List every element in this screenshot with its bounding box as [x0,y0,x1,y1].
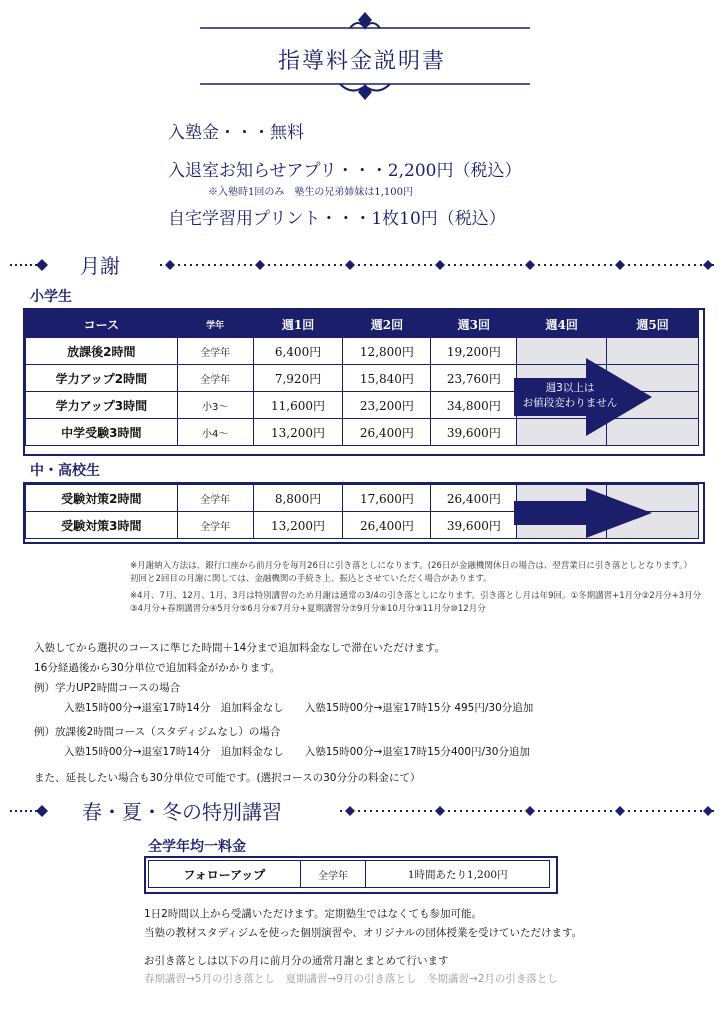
enrollment-fee: 入塾金・・・無料 [168,123,304,143]
header-grade: 学年 [177,311,253,338]
top-ornament [200,8,530,36]
example2-detail: 入塾15時00分→退室17時14分 追加料金なし 入塾15時00分→退室17時15分400円/30分追加 [64,746,530,758]
special-price-table [148,860,550,888]
example2-title: 例）放課後2時間コース（スタディジムなし）の場合 [34,726,281,738]
special-title: 春・夏・冬の特別講習 [82,800,282,824]
price-week3: 39,600円 [431,512,517,539]
monthly-heading-row [10,250,714,278]
price-week2: 17,600円 [343,485,431,512]
price-week1: 6,400円 [253,338,343,365]
grade: 小4～ [177,419,253,446]
bottom-ornament [200,76,530,104]
header-week1: 週1回 [253,311,343,338]
header-course: コース [26,311,178,338]
table-header-row [26,311,699,338]
header-week5: 週5回 [607,311,699,338]
app-fee: 入退室お知らせアプリ・・・2,200円（税込） [168,161,522,181]
monthly-title: 月謝 [80,254,120,278]
price-week3: 23,760円 [431,365,517,392]
debit-title: お引き落としは以下の月に前月分の通常月謝とまとめて行います [144,955,449,967]
table-row [149,861,550,888]
note-line: ③4月分+春期講習分④5月分⑤6月分⑥7月分+夏期講習分⑦9月分⑧10月分⑨11月分⑩12月分 [130,604,486,614]
extension-line1: 入塾してから選択のコースに準じた時間＋14分まで追加料金なしで滞在いただけます。 [34,642,445,654]
extension-line3: また、延長したい場合も30分単位で可能です。(選択コースの30分分の料金にて） [34,772,421,784]
price-week3: 26,400円 [431,485,517,512]
header-week3: 週3回 [431,311,517,338]
special-heading-row [10,796,714,824]
course-name: 放課後2時間 [26,338,178,365]
note-line: ※4月、7月、12月、1月、3月は特別講習のため月謝は通常の3/4の引き落としになります。引き落とし月は年9回。①冬期講習+1月分②2月分+3月分 [130,591,702,601]
price-week1: 11,600円 [253,392,343,419]
page-title: 指導料金説明書 [277,49,446,74]
price: 1時間あたり1,200円 [366,861,550,888]
price-week1: 13,200円 [253,512,343,539]
special-desc2: 当塾の教材スタディジムを使った個別演習や、オリジナルの団体授業を受けていただけます。 [144,927,583,939]
note-line: ※月謝納入方法は、銀行口座から前月分を毎月26日に引き落としになります。(26日が金融機関休日の場合は、翌営業日に引き落としとなります。） [130,561,692,571]
app-fee-note: ※入塾時1回のみ 塾生の兄弟姉妹は1,100円 [208,187,413,198]
arrow-text-line1: 週3以上は [545,382,595,394]
course-name: 受験対策2時間 [26,485,178,512]
extension-info [34,641,714,785]
grade: 全学年 [177,338,253,365]
price-week1: 13,200円 [253,419,343,446]
price-week2: 12,800円 [343,338,431,365]
grade: 全学年 [177,512,253,539]
course-name: 受験対策3時間 [26,512,178,539]
course-name: 学力アップ3時間 [26,392,178,419]
example1-detail: 入塾15時00分→退室17時14分 追加料金なし 入塾15時00分→退室17時15分 495円/30分追加 [64,702,534,714]
elementary-label: 小学生 [30,289,72,305]
print-fee: 自宅学習用プリント・・・1枚10円（税込） [168,209,506,229]
uniform-label: 全学年均一料金 [148,839,246,855]
secondary-label: 中・高校生 [30,463,100,479]
price-week1: 8,800円 [253,485,343,512]
grade: 全学年 [177,365,253,392]
arrow-label [505,381,635,411]
example1-title: 例）学力UP2時間コースの場合 [34,682,181,694]
grade: 全学年 [300,861,366,888]
price-week1: 7,920円 [253,365,343,392]
price-week2: 15,840円 [343,365,431,392]
price-week2: 26,400円 [343,419,431,446]
special-description [144,907,714,986]
extension-line2: 16分経過後から30分単位で追加料金がかかります。 [34,662,281,674]
price-week2: 26,400円 [343,512,431,539]
arrow-text-line2: お値段変わりません [522,397,618,409]
price-week3: 39,600円 [431,419,517,446]
monthly-notes [130,560,715,616]
price-week3: 19,200円 [431,338,517,365]
debit-detail: 春期講習→5月の引き落とし 夏期講習→9月の引き落とし 冬期講習→2月の引き落とし [144,973,558,985]
right-arrow-icon [514,488,654,538]
special-desc1: 1日2時間以上から受講いただけます。定期塾生ではなくても参加可能。 [144,908,483,920]
course-name: フォローアップ [149,861,301,888]
header-week4: 週4回 [517,311,607,338]
header-week2: 週2回 [343,311,431,338]
grade: 全学年 [177,485,253,512]
note-line: 初回と2回目の月謝に関しては、金融機関の手続き上、振込とさせていただく場合があります。 [130,574,492,584]
grade: 小3～ [177,392,253,419]
price-week3: 34,800円 [431,392,517,419]
course-name: 中学受験3時間 [26,419,178,446]
price-week2: 23,200円 [343,392,431,419]
course-name: 学力アップ2時間 [26,365,178,392]
